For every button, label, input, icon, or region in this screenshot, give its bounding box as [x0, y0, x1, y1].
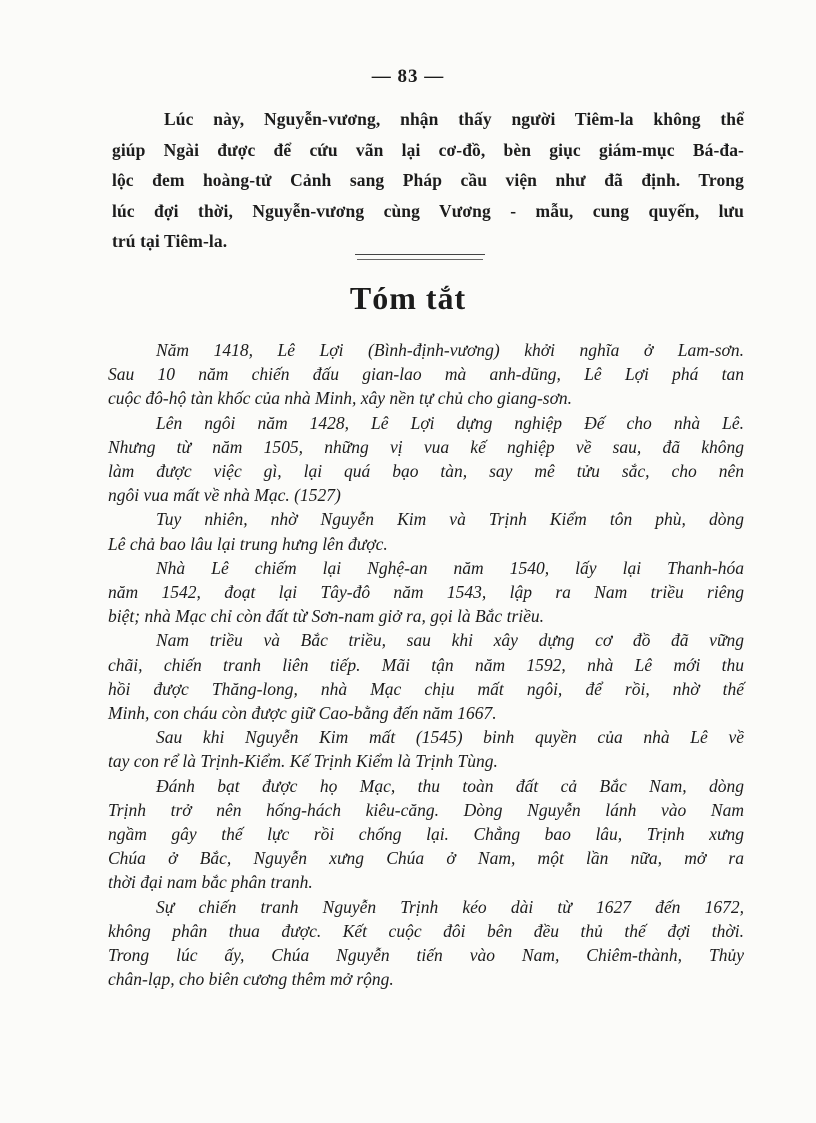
intro-line: lộc đem hoàng-tử Cảnh sang Pháp cầu viện như đã định. Trong — [112, 170, 744, 190]
summary-line: ngầm gây thế lực rồi chống lại. Chẳng bao lâu, Trịnh xưng — [108, 824, 744, 845]
summary-line: hồi được Thăng-long, nhà Mạc chịu mất ngôi, để rồi, nhờ thế — [108, 678, 744, 699]
summary-line: Tuy nhiên, nhờ Nguyễn Kim và Trịnh Kiểm tôn phù, dòng — [156, 509, 744, 530]
summary-line: Sự chiến tranh Nguyễn Trịnh kéo dài từ 1627 đến 1672, — [156, 896, 744, 917]
summary-line: Lê chả bao lâu lại trung hưng lên được. — [108, 533, 388, 554]
intro-line: giúp Ngài được để cứu vãn lại cơ-đồ, bèn giục giám-mục Bá-đa- — [112, 139, 744, 160]
summary-line: làm được việc gì, lại quá bạo tàn, say mê tửu sắc, cho nên — [108, 461, 744, 482]
summary-line: Nam triều và Bắc triều, sau khi xây dựng cơ đồ đã vững — [156, 630, 744, 651]
summary-line: Nhưng từ năm 1505, những vị vua kế nghiệp về sau, đã không — [108, 436, 744, 457]
summary-line: Nhà Lê chiếm lại Nghệ-an năm 1540, lấy lại Thanh-hóa — [156, 557, 744, 578]
summary-line: biệt; nhà Mạc chỉ còn đất từ Sơn-nam giở ra, gọi là Bắc triều. — [108, 606, 545, 627]
summary-line: Trịnh trở nên hống-hách kiêu-căng. Dòng Nguyễn lánh vào Nam — [108, 799, 744, 820]
intro-line: lúc đợi thời, Nguyễn-vương cùng Vương - mẫu, cung quyến, lưu — [112, 200, 744, 221]
summary-line: Sau 10 năm chiến đấu gian-lao mà anh-dũng, Lê Lợi phá tan — [108, 364, 744, 385]
summary-line: thời đại nam bắc phân tranh. — [108, 872, 313, 893]
page-number: — 83 — — [371, 66, 445, 87]
section-title: Tóm tắt — [349, 280, 467, 316]
summary-line: Trong lúc ấy, Chúa Nguyễn tiến vào Nam, Chiêm-thành, Thủy — [108, 945, 744, 966]
summary-line: cuộc đô-hộ tàn khốc của nhà Minh, xây nền tự chủ cho giang-sơn. — [108, 388, 573, 409]
summary-line: Minh, con cháu còn được giữ Cao-bằng đến năm 1667. — [108, 703, 497, 724]
summary-line: Chúa ở Bắc, Nguyễn xưng Chúa ở Nam, một lần nữa, mở ra — [108, 848, 744, 869]
summary-line: chân-lạp, cho biên cương thêm mở rộng. — [108, 969, 394, 990]
summary-line: Năm 1418, Lê Lợi (Bình-định-vương) khởi nghĩa ở Lam-sơn. — [156, 340, 744, 360]
summary-line: chãi, chiến tranh liên tiếp. Mãi tận năm 1592, nhà Lê mới thu — [108, 654, 744, 675]
summary-line: ngôi vua mất về nhà Mạc. (1527) — [108, 485, 341, 506]
summary-line: tay con rể là Trịnh-Kiểm. Kế Trịnh Kiểm là Trịnh Tùng. — [108, 751, 498, 772]
summary-line: Sau khi Nguyễn Kim mất (1545) binh quyền của nhà Lê về — [156, 727, 744, 748]
intro-paragraph — [112, 104, 744, 257]
summary-line: không phân thua được. Kết cuộc đôi bên đều thủ thế đợi thời. — [108, 920, 744, 941]
summary-line: Đánh bạt được họ Mạc, thu toàn đất cả Bắc Nam, dòng — [156, 775, 744, 796]
section-divider — [355, 254, 485, 255]
summary-line: năm 1542, đoạt lại Tây-đô năm 1543, lập ra Nam triều riêng — [108, 582, 744, 603]
summary-section — [108, 338, 744, 991]
summary-line: Lên ngôi năm 1428, Lê Lợi dựng nghiệp Đế cho nhà Lê. — [156, 412, 744, 433]
intro-line: Lúc này, Nguyễn-vương, nhận thấy người Tiêm-la không thể — [164, 109, 744, 129]
intro-line: trú tại Tiêm-la. — [112, 231, 228, 251]
section-divider-lower — [357, 259, 483, 260]
